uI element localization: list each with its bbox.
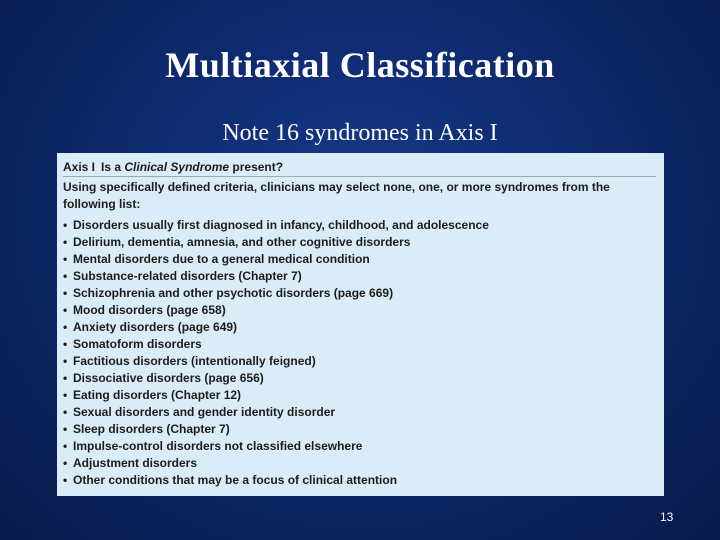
syndrome-text: Impulse-control disorders not classified elsewhere (73, 439, 363, 453)
syndrome-text: Sleep disorders (Chapter 7) (73, 422, 230, 436)
syndrome-list-item (63, 472, 656, 489)
syndrome-text: Schizophrenia and other psychotic disorders (page 669) (73, 286, 394, 300)
syndrome-list-item (63, 370, 656, 387)
syndrome-text: Dissociative disorders (page 656) (73, 371, 264, 385)
bullet-icon: • (63, 235, 68, 249)
bullet-icon: • (63, 269, 68, 283)
bullet-icon: • (63, 320, 68, 334)
bullet-icon: • (63, 388, 68, 402)
syndrome-text: Somatoform disorders (73, 337, 202, 351)
figure-intro: Using specifically defined criteria, clinicians may select none, one, or more syndromes from the following list: (63, 180, 610, 211)
syndrome-text: Mood disorders (page 658) (73, 303, 226, 317)
syndrome-list-item (63, 455, 656, 472)
syndrome-list-item (63, 217, 656, 234)
syndrome-text: Factitious disorders (intentionally feigned) (73, 354, 316, 368)
bullet-icon: • (63, 354, 68, 368)
bullet-icon: • (63, 405, 68, 419)
syndrome-list (63, 217, 656, 489)
bullet-icon: • (63, 303, 68, 317)
syndrome-list-item (63, 302, 656, 319)
syndrome-text: Substance-related disorders (Chapter 7) (73, 269, 302, 283)
syndrome-text: Eating disorders (Chapter 12) (73, 388, 242, 402)
bullet-icon: • (63, 337, 68, 351)
syndrome-text: Adjustment disorders (73, 456, 198, 470)
syndrome-text: Delirium, dementia, amnesia, and other cognitive disorders (73, 235, 411, 249)
syndrome-text: Anxiety disorders (page 649) (73, 320, 238, 334)
bullet-icon: • (63, 286, 68, 300)
figure-heading (63, 159, 656, 177)
syndrome-list-item (63, 353, 656, 370)
question-prefix: Is a (101, 160, 125, 174)
syndrome-list-item (63, 285, 656, 302)
question-emphasis: Clinical Syndrome (124, 160, 230, 174)
question-suffix: present? (229, 160, 284, 174)
axis-label: Axis I (63, 160, 96, 174)
syndrome-list-item (63, 268, 656, 285)
syndrome-list-item (63, 438, 656, 455)
syndrome-text: Disorders usually first diagnosed in infancy, childhood, and adolescence (73, 218, 489, 232)
bullet-icon: • (63, 473, 68, 487)
bullet-icon: • (63, 422, 68, 436)
syndrome-list-item (63, 319, 656, 336)
page-number: 13 (660, 510, 674, 524)
bullet-icon: • (63, 456, 68, 470)
syndrome-list-item (63, 251, 656, 268)
syndrome-text: Mental disorders due to a general medical condition (73, 252, 370, 266)
syndrome-list-item (63, 404, 656, 421)
bullet-icon: • (63, 439, 68, 453)
syndrome-list-item (63, 387, 656, 404)
syndrome-list-item (63, 336, 656, 353)
syndrome-text: Other conditions that may be a focus of clinical attention (73, 473, 398, 487)
bullet-icon: • (63, 252, 68, 266)
syndrome-list-item (63, 234, 656, 251)
bullet-icon: • (63, 371, 68, 385)
axis-one-figure (57, 153, 664, 496)
syndrome-list-item (63, 421, 656, 438)
syndrome-text: Sexual disorders and gender identity disorder (73, 405, 336, 419)
slide-title: Multiaxial Classification (165, 45, 555, 85)
slide-subtitle: Note 16 syndromes in Axis I (222, 120, 498, 146)
bullet-icon: • (63, 218, 68, 232)
